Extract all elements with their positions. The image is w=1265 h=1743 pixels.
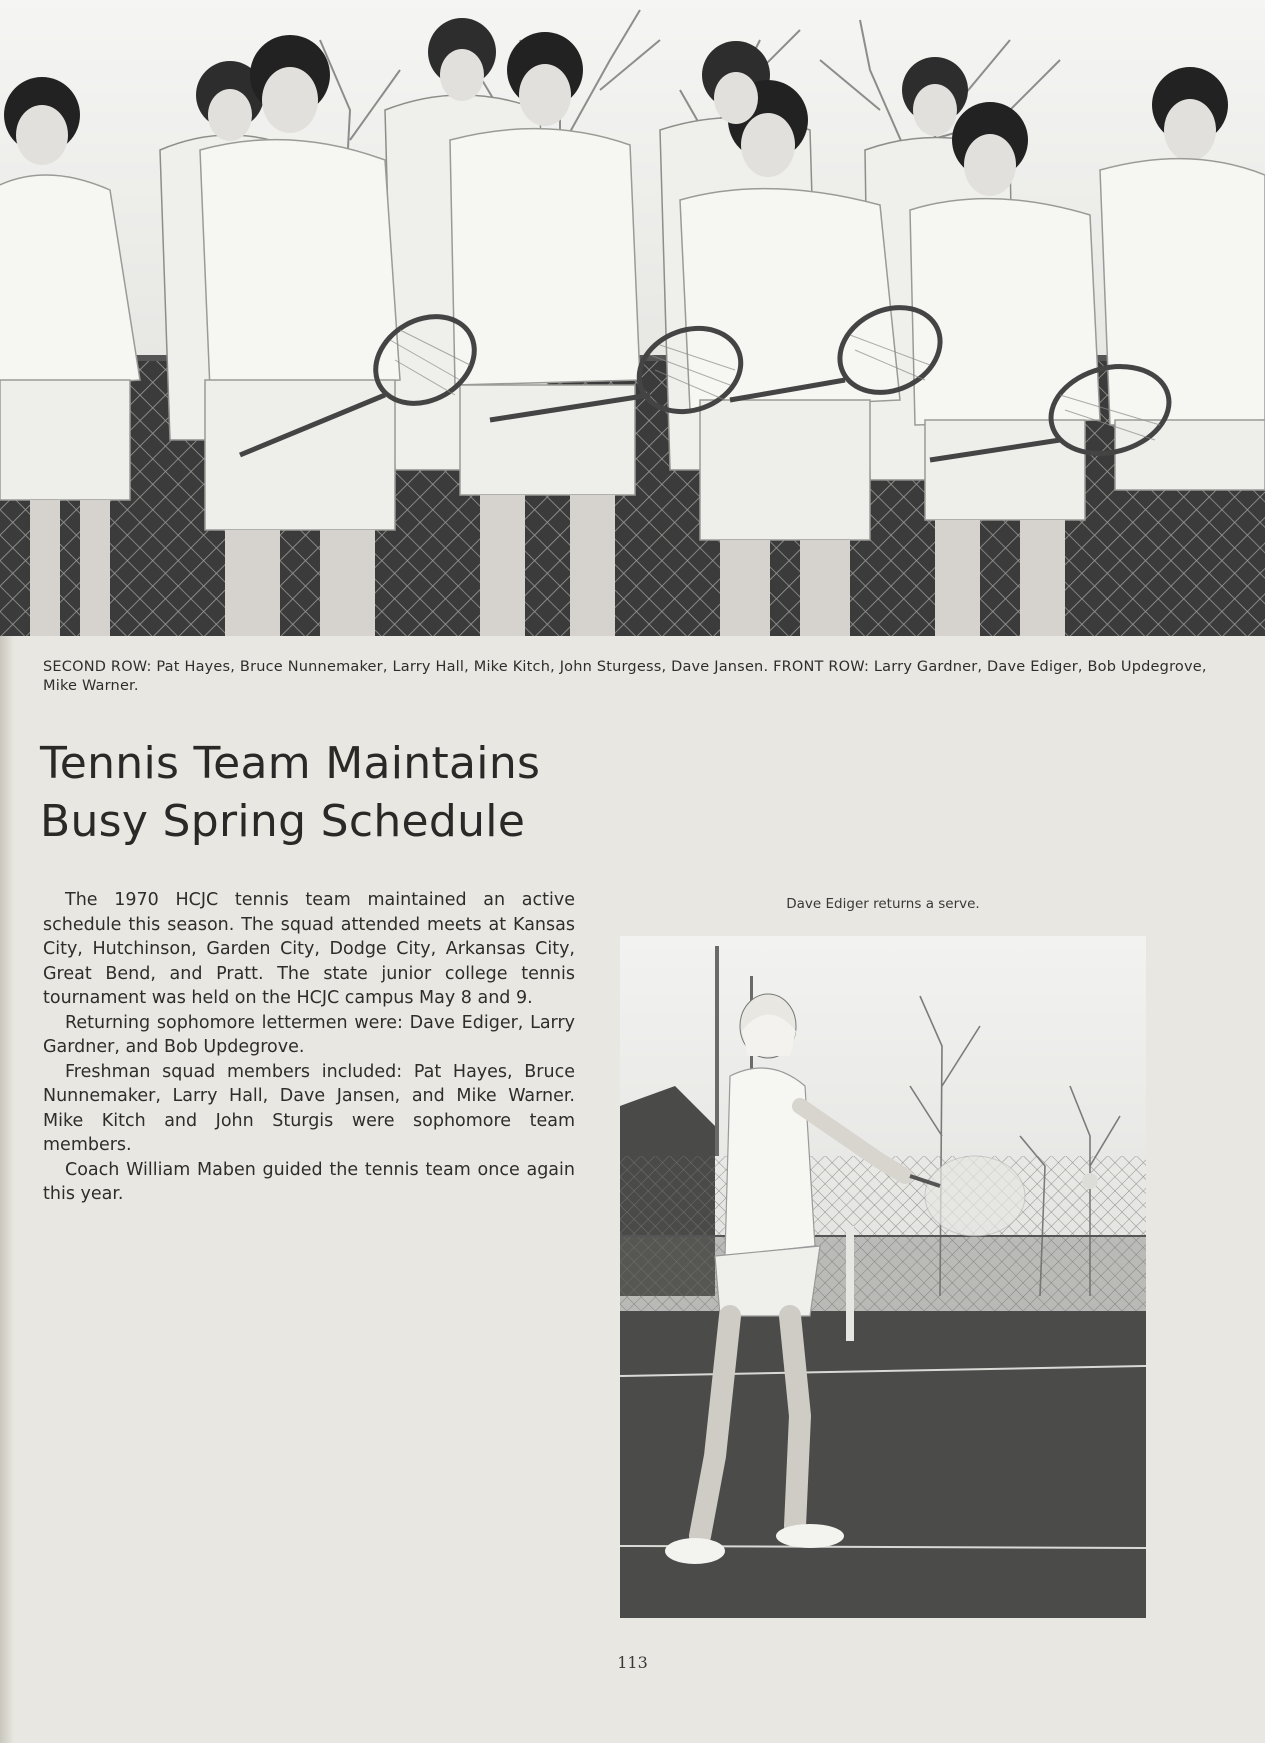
body-paragraph: Returning sophomore lettermen were: Dave Ediger, Larry Gardner, and Bob Updegrove. (43, 1012, 575, 1057)
headline-line-1: Tennis Team Maintains (40, 738, 541, 789)
action-photo (620, 936, 1146, 1618)
body-paragraph: The 1970 HCJC tennis team maintained an active schedule this season. The squad attended meets at Kansas City, Hutchinson, Garden City, Dodge City, Arkansas City, Great Bend, and Pratt. The state junior college tennis tournament was held on the HCJC campus May 8 and 9. (43, 890, 575, 1008)
page-number: 113 (617, 1653, 648, 1672)
article-headline (40, 735, 680, 851)
body-paragraph: Coach William Maben guided the tennis team once again this year. (43, 1159, 575, 1204)
body-paragraph: Freshman squad members included: Pat Hayes, Bruce Nunnemaker, Larry Hall, Dave Jansen, and Mike Warner. Mike Kitch and John Sturgis were sophomore team members. (43, 1061, 575, 1155)
team-photo-icon (0, 0, 1265, 636)
action-photo-caption: Dave Ediger returns a serve. (786, 896, 980, 912)
headline-line-2: Busy Spring Schedule (40, 796, 526, 847)
article-body (43, 888, 575, 1207)
team-photo-caption: SECOND ROW: Pat Hayes, Bruce Nunnemaker, Larry Hall, Mike Kitch, John Sturgess, Dave Jansen. FRONT ROW: Larry Gardner, Dave Ediger, Bob Updegrove, Mike Warner. (43, 659, 1207, 694)
tennis-action-photo-icon (620, 936, 1146, 1618)
team-photo (0, 0, 1265, 636)
